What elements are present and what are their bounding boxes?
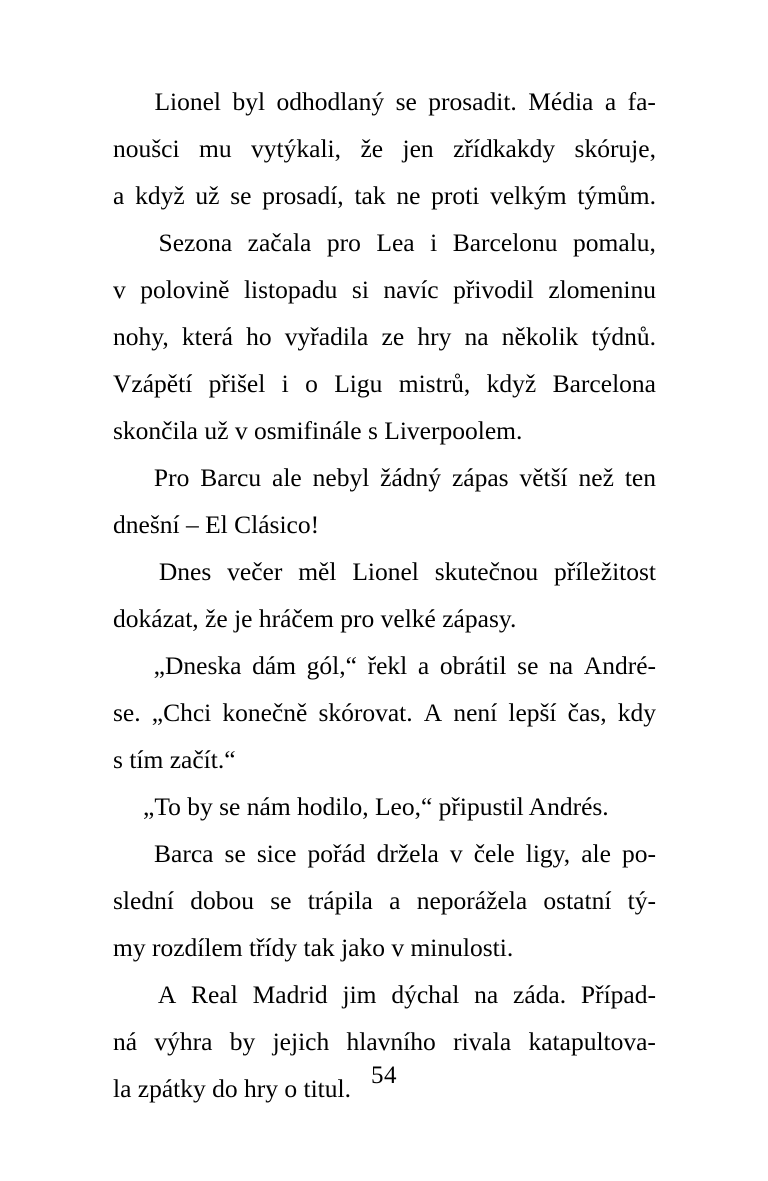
word: v bbox=[391, 933, 405, 962]
word: hry bbox=[417, 322, 452, 351]
word: odhodlaný bbox=[276, 87, 385, 116]
word: skončila bbox=[113, 416, 198, 445]
word: začala bbox=[247, 228, 312, 257]
word: noušci bbox=[113, 134, 180, 163]
word: se. bbox=[113, 698, 141, 727]
word: trápila bbox=[307, 886, 373, 915]
word: hráčem bbox=[258, 604, 334, 633]
first-line-indent bbox=[113, 219, 143, 266]
word: tím bbox=[129, 745, 164, 774]
word: příležitost bbox=[554, 557, 656, 586]
paragraph bbox=[113, 830, 656, 971]
word: zpátky bbox=[137, 1074, 206, 1103]
word: jim bbox=[342, 980, 377, 1009]
word: osmifinále bbox=[253, 416, 362, 445]
paragraph bbox=[113, 548, 656, 642]
first-line-indent bbox=[113, 971, 143, 1018]
word: Sezona bbox=[158, 228, 233, 257]
text-line bbox=[113, 783, 656, 830]
word: Ligu bbox=[334, 369, 383, 398]
word: minulosti. bbox=[410, 933, 514, 962]
word: se bbox=[230, 181, 252, 210]
word: skórovat. bbox=[318, 698, 413, 727]
word: zlomeninu bbox=[548, 275, 656, 304]
word: pro bbox=[340, 604, 375, 633]
word: se bbox=[270, 886, 292, 915]
word: se bbox=[219, 792, 241, 821]
word: a bbox=[417, 651, 430, 680]
word: prosadit. bbox=[428, 87, 517, 116]
word: nohy, bbox=[113, 322, 169, 351]
word: v bbox=[113, 275, 126, 304]
paragraph bbox=[113, 971, 656, 1112]
word: konečně bbox=[222, 698, 308, 727]
word: i bbox=[281, 369, 289, 398]
text-line bbox=[113, 172, 656, 219]
word: byl bbox=[232, 87, 266, 116]
word: a bbox=[113, 181, 125, 210]
word: listopadu bbox=[243, 275, 338, 304]
word: několik bbox=[501, 322, 579, 351]
word: rozdílem bbox=[151, 933, 243, 962]
word: velkým bbox=[490, 181, 567, 210]
word: navíc bbox=[383, 275, 439, 304]
word: pomalu, bbox=[573, 228, 656, 257]
first-line-indent bbox=[113, 830, 143, 877]
word: v bbox=[234, 416, 248, 445]
first-line-indent bbox=[113, 783, 143, 830]
word: mu bbox=[199, 134, 232, 163]
word: polovině bbox=[140, 275, 230, 304]
page-text-block bbox=[113, 78, 656, 1112]
word: ze bbox=[381, 322, 405, 351]
word: se bbox=[395, 87, 417, 116]
word: Dnes bbox=[158, 557, 212, 586]
word: Andrés. bbox=[528, 792, 609, 821]
word: A bbox=[423, 698, 443, 727]
word: zápas bbox=[451, 463, 509, 492]
word: titul. bbox=[303, 1074, 351, 1103]
word: když bbox=[135, 181, 185, 210]
word: mistrů, bbox=[398, 369, 471, 398]
word: dokázat, bbox=[113, 604, 199, 633]
word: dýchal bbox=[391, 980, 460, 1009]
word: v bbox=[449, 839, 463, 868]
word: Barcelona bbox=[552, 369, 656, 398]
first-line-indent bbox=[113, 454, 143, 501]
word: dobou bbox=[190, 886, 254, 915]
text-line bbox=[113, 877, 656, 924]
word: s bbox=[113, 745, 123, 774]
word: která bbox=[181, 322, 233, 351]
word: ná bbox=[113, 1027, 138, 1056]
word: na bbox=[474, 980, 499, 1009]
word: gól,“ bbox=[306, 651, 357, 680]
text-line bbox=[113, 971, 656, 1018]
word: katapultova- bbox=[528, 1027, 656, 1056]
word: večer bbox=[227, 557, 283, 586]
word: proti bbox=[431, 181, 480, 210]
word: vytýkali, bbox=[251, 134, 341, 163]
page-number: 54 bbox=[371, 1062, 397, 1089]
word: začít.“ bbox=[169, 745, 236, 774]
word: skutečnou bbox=[434, 557, 539, 586]
word: nebyl bbox=[312, 463, 370, 492]
word: – bbox=[185, 510, 199, 539]
word: jako bbox=[341, 933, 385, 962]
word: jen bbox=[402, 134, 434, 163]
text-line bbox=[113, 313, 656, 360]
word: na bbox=[464, 322, 489, 351]
first-line-indent bbox=[113, 642, 143, 689]
word: po- bbox=[621, 839, 656, 868]
word: přivodil bbox=[453, 275, 534, 304]
text-line bbox=[113, 924, 656, 971]
word: zápasy. bbox=[442, 604, 517, 633]
paragraph bbox=[113, 454, 656, 548]
word: řekl bbox=[367, 651, 408, 680]
word: Pro bbox=[153, 463, 190, 492]
word: Clásico! bbox=[234, 510, 320, 539]
first-line-indent bbox=[113, 78, 143, 125]
word: že bbox=[360, 134, 384, 163]
word: ale bbox=[581, 839, 611, 868]
word: měl bbox=[298, 557, 337, 586]
word: si bbox=[351, 275, 369, 304]
word: větší bbox=[519, 463, 568, 492]
word: Liverpoolem. bbox=[384, 416, 523, 445]
word: o bbox=[284, 1074, 298, 1103]
word: sice bbox=[256, 839, 297, 868]
word: obrátil bbox=[439, 651, 507, 680]
paragraph bbox=[113, 783, 656, 830]
word: a bbox=[389, 886, 401, 915]
word: o bbox=[305, 369, 318, 398]
word: už bbox=[195, 181, 220, 210]
text-line bbox=[113, 454, 656, 501]
text-line bbox=[113, 736, 656, 783]
word: i bbox=[430, 228, 438, 257]
word: prosadí, bbox=[262, 181, 344, 210]
word: la bbox=[113, 1074, 132, 1103]
word: Lionel bbox=[154, 87, 222, 116]
word: tý- bbox=[627, 886, 656, 915]
word: dám bbox=[252, 651, 297, 680]
text-line bbox=[113, 78, 656, 125]
word: skóruje, bbox=[574, 134, 656, 163]
word: ostatní bbox=[543, 886, 612, 915]
word: záda. bbox=[513, 980, 567, 1009]
word: rivala bbox=[453, 1027, 512, 1056]
text-line bbox=[113, 501, 656, 548]
word: Vzápětí bbox=[113, 369, 193, 398]
word: tak bbox=[354, 181, 386, 210]
word: čele bbox=[473, 839, 515, 868]
word: A bbox=[157, 980, 177, 1009]
text-line bbox=[113, 360, 656, 407]
word: fa- bbox=[627, 87, 656, 116]
text-line bbox=[113, 689, 656, 736]
word: by bbox=[229, 1027, 256, 1056]
word: Madrid bbox=[252, 980, 328, 1009]
word: ligy, bbox=[525, 839, 571, 868]
word: týdnů. bbox=[591, 322, 656, 351]
word: El bbox=[205, 510, 228, 539]
word: hlavního bbox=[346, 1027, 436, 1056]
word: pořád bbox=[307, 839, 366, 868]
word: Barcu bbox=[200, 463, 262, 492]
word: do bbox=[212, 1074, 238, 1103]
word: ho bbox=[246, 322, 272, 351]
word: čas, bbox=[567, 698, 607, 727]
text-line bbox=[113, 219, 656, 266]
word: když bbox=[486, 369, 537, 398]
word: jejich bbox=[272, 1027, 330, 1056]
word: se bbox=[517, 651, 539, 680]
paragraph bbox=[113, 642, 656, 783]
word: na bbox=[549, 651, 574, 680]
word: „Dneska bbox=[153, 651, 242, 680]
word: že bbox=[205, 604, 228, 633]
word: dnešní bbox=[113, 510, 180, 539]
text-line bbox=[113, 125, 656, 172]
text-line bbox=[113, 595, 656, 642]
text-line bbox=[113, 407, 656, 454]
word: neporážela bbox=[416, 886, 528, 915]
text-line bbox=[113, 1018, 656, 1065]
word: Barca bbox=[154, 839, 214, 868]
text-line bbox=[113, 642, 656, 689]
word: lepší bbox=[508, 698, 557, 727]
word: je bbox=[234, 604, 253, 633]
word: přišel bbox=[208, 369, 266, 398]
word: zřídkakdy bbox=[453, 134, 556, 163]
word: třídy bbox=[248, 933, 298, 962]
word: Lea bbox=[376, 228, 415, 257]
word: žádný bbox=[380, 463, 442, 492]
word: není bbox=[453, 698, 498, 727]
word: ale bbox=[272, 463, 302, 492]
word: Leo,“ bbox=[374, 792, 433, 821]
word: kdy bbox=[617, 698, 656, 727]
word: „To bbox=[143, 792, 181, 821]
word: Případ- bbox=[580, 980, 656, 1009]
word: vyřadila bbox=[284, 322, 369, 351]
word: se bbox=[224, 839, 246, 868]
word: výhra bbox=[154, 1027, 213, 1056]
word: by bbox=[187, 792, 213, 821]
paragraph bbox=[113, 78, 656, 219]
word: ne bbox=[396, 181, 421, 210]
word: než bbox=[578, 463, 614, 492]
word: ten bbox=[624, 463, 656, 492]
text-line bbox=[113, 266, 656, 313]
word: nám bbox=[246, 792, 291, 821]
word: „Chci bbox=[151, 698, 212, 727]
word: už bbox=[204, 416, 229, 445]
word: Real bbox=[191, 980, 238, 1009]
word: týmům. bbox=[577, 181, 656, 210]
text-line bbox=[113, 830, 656, 877]
word: Média bbox=[528, 87, 594, 116]
word: my bbox=[113, 933, 146, 962]
word: Lionel bbox=[352, 557, 419, 586]
word: hodilo, bbox=[297, 792, 369, 821]
word: připustil bbox=[438, 792, 524, 821]
paragraph bbox=[113, 219, 656, 454]
word: a bbox=[604, 87, 617, 116]
text-line bbox=[113, 548, 656, 595]
word: s bbox=[367, 416, 378, 445]
word: André- bbox=[583, 651, 656, 680]
word: Barcelonu bbox=[452, 228, 558, 257]
first-line-indent bbox=[113, 548, 143, 595]
word: pro bbox=[326, 228, 361, 257]
word: držela bbox=[376, 839, 439, 868]
word: tak bbox=[303, 933, 335, 962]
word: hry bbox=[244, 1074, 279, 1103]
word: slední bbox=[113, 886, 174, 915]
word: velké bbox=[380, 604, 436, 633]
